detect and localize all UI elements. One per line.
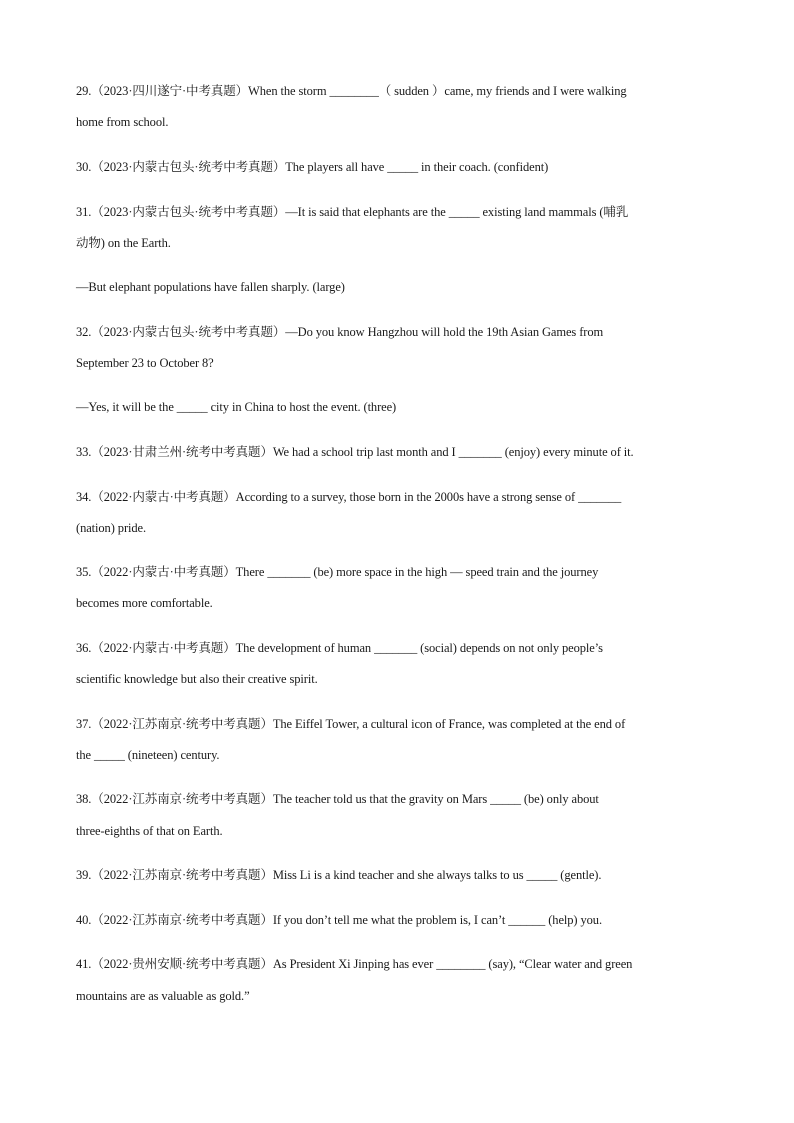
question-33-line-1: 33.（2023·甘肃兰州·统考中考真题）We had a school trip last month and I _______ (enjoy) every minute of it.	[76, 445, 634, 459]
question-34-line-1: 34.（2022·内蒙古·中考真题）According to a survey, those born in the 2000s have a strong sense of _______	[76, 490, 622, 504]
question-29-line-2: home from school.	[76, 115, 169, 129]
question-32-line-3: —Yes, it will be the _____ city in China to host the event. (three)	[76, 400, 397, 414]
question-38-line-2: three-eighths of that on Earth.	[76, 824, 223, 838]
question-36-line-2: scientific knowledge but also their creative spirit.	[76, 672, 318, 686]
question-29-line-1: 29.（2023·四川遂宁·中考真题）When the storm ________（ sudden ）came, my friends and I were walking	[76, 84, 627, 98]
question-31-line-2: 动物) on the Earth.	[76, 236, 171, 250]
question-32-line-2: September 23 to October 8?	[76, 356, 214, 370]
question-39-line-1: 39.（2022·江苏南京·统考中考真题）Miss Li is a kind teacher and she always talks to us _____ (gentle).	[76, 868, 602, 882]
question-41-line-1: 41.（2022·贵州安顺·统考中考真题）As President Xi Jinping has ever ________ (say), “Clear water and green	[76, 957, 633, 971]
question-37-line-1: 37.（2022·江苏南京·统考中考真题）The Eiffel Tower, a cultural icon of France, was completed at the end of	[76, 717, 626, 731]
question-35-line-1: 35.（2022·内蒙古·中考真题）There _______ (be) more space in the high — speed train and the journey	[76, 565, 599, 579]
question-38-line-1: 38.（2022·江苏南京·统考中考真题）The teacher told us that the gravity on Mars _____ (be) only about	[76, 792, 599, 806]
question-34-line-2: (nation) pride.	[76, 521, 147, 535]
question-31-line-1: 31.（2023·内蒙古包头·统考中考真题）—It is said that elephants are the _____ existing land mammals (哺乳	[76, 205, 629, 219]
question-41-line-2: mountains are as valuable as gold.”	[76, 989, 250, 1003]
question-32-line-1: 32.（2023·内蒙古包头·统考中考真题）—Do you know Hangzhou will hold the 19th Asian Games from	[76, 325, 604, 339]
question-31-line-3: —But elephant populations have fallen sharply. (large)	[76, 280, 345, 294]
question-40-line-1: 40.（2022·江苏南京·统考中考真题）If you don’t tell me what the problem is, I can’t ______ (help) you.	[76, 913, 602, 927]
question-36-line-1: 36.（2022·内蒙古·中考真题）The development of human _______ (social) depends on not only people’s	[76, 641, 603, 655]
question-35-line-2: becomes more comfortable.	[76, 596, 213, 610]
question-30-line-1: 30.（2023·内蒙古包头·统考中考真题）The players all have _____ in their coach. (confident)	[76, 160, 549, 174]
question-37-line-2: the _____ (nineteen) century.	[76, 748, 220, 762]
